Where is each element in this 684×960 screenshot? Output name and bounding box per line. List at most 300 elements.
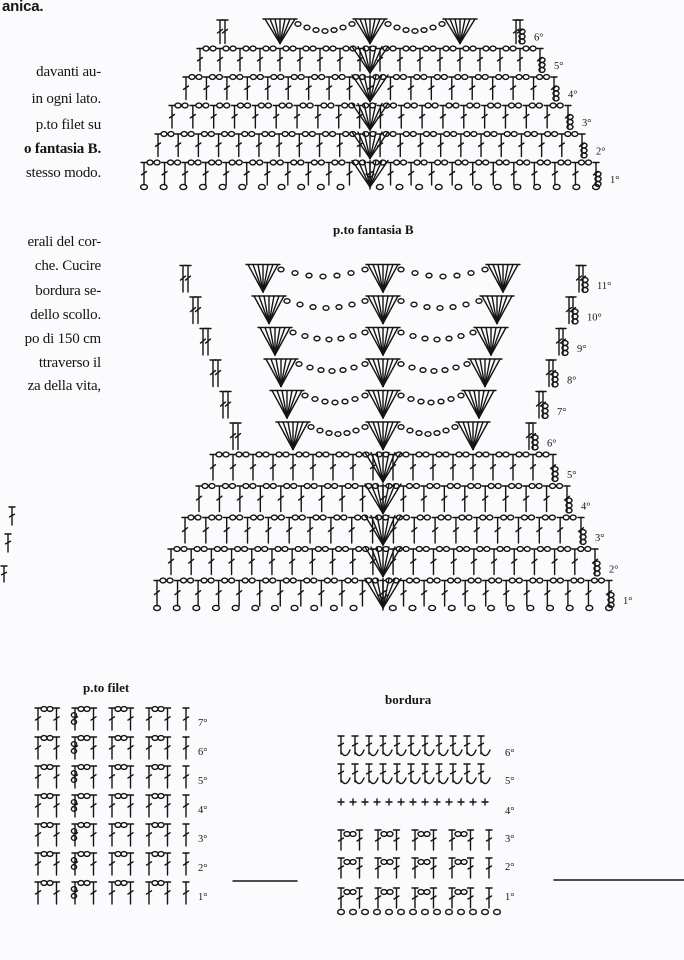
chain-stitch <box>319 75 325 80</box>
chain-stitch <box>523 452 529 457</box>
chain-stitch <box>565 547 571 552</box>
double-crochet <box>306 77 312 100</box>
chain-stitch <box>343 452 349 457</box>
chain-stitch <box>483 452 489 457</box>
chain-stitch <box>537 578 543 583</box>
chain-stitch <box>401 160 407 165</box>
chain-stitch <box>455 184 462 189</box>
chain-stitch <box>432 103 438 108</box>
double-crochet <box>165 766 171 788</box>
double-crochet <box>366 764 372 782</box>
loop-stitch <box>481 778 490 784</box>
double-crochet <box>449 858 455 878</box>
chain-stitch <box>317 184 324 189</box>
chain-stitch <box>489 578 495 583</box>
double-crochet <box>461 106 467 129</box>
double-crochet <box>109 882 115 904</box>
double-crochet <box>35 853 41 875</box>
chain-stitch <box>488 605 495 610</box>
double-crochet <box>478 134 484 157</box>
chain-stitch <box>84 707 90 712</box>
chain-stitch <box>216 75 222 80</box>
double-crochet <box>225 392 231 419</box>
chain-stitch <box>565 132 571 137</box>
double-crochet <box>165 737 171 759</box>
chain-stitch <box>476 452 482 457</box>
chain-stitch <box>295 22 301 27</box>
double-crochet <box>237 486 243 512</box>
chain-stitch <box>322 399 328 404</box>
chain-stitch <box>434 431 440 436</box>
chain-stitch <box>296 362 302 367</box>
chain-stitch <box>483 160 489 165</box>
chain-stitch <box>219 184 226 189</box>
chain-stitch <box>403 452 409 457</box>
chain-stitch <box>47 794 53 799</box>
chain-stitch <box>441 75 447 80</box>
double-crochet <box>518 134 524 157</box>
chain-stitch <box>515 103 521 108</box>
chain-stitch <box>209 484 215 489</box>
chain-stitch <box>461 890 467 895</box>
double-crochet <box>339 581 345 607</box>
fan-stitch <box>376 391 383 419</box>
chain-stitch <box>222 578 228 583</box>
double-crochet <box>394 764 400 782</box>
chain-stitch <box>410 909 417 914</box>
chain-stitch <box>47 881 53 886</box>
double-crochet <box>91 708 97 730</box>
double-crochet <box>128 853 134 875</box>
double-crochet <box>162 163 168 186</box>
double-crochet <box>468 888 474 908</box>
double-crochet <box>182 163 188 186</box>
chain-stitch <box>71 865 76 870</box>
chain-stitch <box>591 578 597 583</box>
double-crochet <box>417 134 423 157</box>
double-crochet <box>128 708 134 730</box>
double-crochet <box>146 795 152 817</box>
chain-stitch <box>398 425 404 430</box>
chain-stitch <box>41 852 47 857</box>
chain-stitch <box>468 578 474 583</box>
chain-stitch <box>437 306 443 311</box>
chain-stitch <box>318 160 324 165</box>
double-crochet <box>175 134 181 157</box>
chain-stitch <box>494 184 501 189</box>
double-crochet <box>264 163 270 186</box>
chain-stitch <box>250 160 256 165</box>
chain-stitch <box>507 605 514 610</box>
double-crochet <box>375 830 381 850</box>
loop-stitch <box>453 750 462 756</box>
chain-stitch <box>470 909 477 914</box>
chain-stitch <box>189 75 195 80</box>
double-crochet <box>298 581 304 607</box>
double-crochet <box>289 549 295 575</box>
row-label: 7° <box>557 407 567 418</box>
chain-stitch <box>497 547 503 552</box>
text-fragment: po di 150 cm <box>24 331 101 347</box>
double-crochet <box>210 360 216 387</box>
double-crochet <box>517 20 523 44</box>
chain-stitch <box>324 578 330 583</box>
chain-stitch <box>488 103 494 108</box>
chain-stitch <box>352 397 358 402</box>
fan-stitch <box>280 391 287 419</box>
double-crochet <box>72 882 78 904</box>
double-crochet <box>146 824 152 846</box>
chain-stitch <box>245 103 251 108</box>
chain-stitch <box>350 909 357 914</box>
chain-stitch <box>238 103 244 108</box>
chain-stitch <box>409 365 415 370</box>
double-crochet <box>257 49 263 72</box>
chain-stitch <box>290 330 296 335</box>
chain-stitch <box>194 547 200 552</box>
row-label: 3° <box>582 118 592 129</box>
fan-stitch <box>472 391 479 419</box>
double-crochet <box>338 764 344 782</box>
chain-stitch <box>398 330 404 335</box>
chain-stitch <box>537 547 543 552</box>
double-crochet <box>490 455 496 481</box>
double-crochet <box>436 764 442 782</box>
text-fragment: erali del cor- <box>27 234 101 250</box>
single-crochet <box>398 799 404 805</box>
chain-stitch <box>491 132 497 137</box>
chain-stitch <box>446 103 452 108</box>
chain-stitch <box>188 578 194 583</box>
row-label: 5° <box>567 470 577 481</box>
chain-stitch <box>196 103 202 108</box>
chain-stitch <box>509 578 515 583</box>
row-label: 1° <box>623 596 633 607</box>
chain-stitch <box>284 299 290 304</box>
row-label: 6° <box>505 748 515 759</box>
chain-stitch <box>425 103 431 108</box>
chain-stitch <box>167 578 173 583</box>
chain-stitch <box>418 890 424 895</box>
chain-stitch <box>450 46 456 51</box>
chain-stitch <box>496 160 502 165</box>
chain-stitch <box>454 273 460 278</box>
chain-stitch <box>438 399 444 404</box>
row-label: 3° <box>595 533 605 544</box>
chain-stitch <box>412 271 418 276</box>
double-crochet <box>412 858 418 878</box>
double-crochet <box>216 134 222 157</box>
double-crochet <box>183 737 189 759</box>
chain-stitch <box>362 330 368 335</box>
chain-stitch <box>517 160 523 165</box>
chain-stitch <box>292 271 298 276</box>
chain-stitch <box>475 578 481 583</box>
chain-stitch <box>350 832 356 837</box>
chain-stitch <box>362 393 368 398</box>
chain-stitch <box>516 452 522 457</box>
chain-stitch <box>578 547 584 552</box>
chain-stitch <box>216 160 222 165</box>
double-crochet <box>469 77 475 100</box>
chain-stitch <box>524 132 530 137</box>
chain-stitch <box>428 400 434 405</box>
chain-stitch <box>316 452 322 457</box>
chain-stitch <box>543 452 549 457</box>
double-crochet <box>462 581 468 607</box>
chain-stitch <box>277 160 283 165</box>
double-crochet <box>337 49 343 72</box>
row-label: 4° <box>568 89 578 101</box>
row-label: 6° <box>547 438 557 450</box>
chain-stitch <box>237 515 243 520</box>
chain-stitch <box>356 547 362 552</box>
chain-stitch <box>490 46 496 51</box>
chart-bordura <box>338 736 515 915</box>
chain-stitch <box>236 452 242 457</box>
double-crochet <box>183 766 189 788</box>
chain-stitch <box>403 547 409 552</box>
chain-stitch <box>181 578 187 583</box>
chain-stitch <box>442 160 448 165</box>
double-crochet <box>315 106 321 129</box>
chain-stitch <box>484 547 490 552</box>
double-crochet <box>277 49 283 72</box>
chain-stitch <box>403 28 409 33</box>
chain-stitch <box>403 515 409 520</box>
chain-stitch <box>78 765 84 770</box>
chain-stitch <box>586 605 593 610</box>
chain-stitch <box>439 22 445 27</box>
chain-stitch <box>558 547 564 552</box>
chain-stitch <box>386 909 393 914</box>
chain-stitch <box>328 103 334 108</box>
double-crochet <box>128 766 134 788</box>
double-crochet <box>185 266 191 293</box>
double-crochet <box>223 163 229 186</box>
chain-stitch <box>158 881 164 886</box>
chain-stitch <box>222 484 228 489</box>
chain-stitch <box>417 515 423 520</box>
chain-stitch <box>41 736 47 741</box>
chain-stitch <box>229 484 235 489</box>
double-crochet <box>54 737 60 759</box>
chain-stitch <box>201 547 207 552</box>
chain-stitch <box>421 75 427 80</box>
double-crochet <box>91 766 97 788</box>
chain-stitch <box>84 881 90 886</box>
text-fragment: stesso modo. <box>25 165 101 181</box>
chain-stitch <box>295 547 301 552</box>
double-crochet <box>195 134 201 157</box>
row-label: 4° <box>505 806 515 817</box>
chain-stitch <box>168 160 174 165</box>
double-crochet <box>410 455 416 481</box>
chain-stitch <box>387 890 393 895</box>
chain-stitch <box>300 103 306 108</box>
fan-stitch <box>363 19 370 44</box>
double-crochet <box>449 888 455 908</box>
double-crochet <box>290 455 296 481</box>
chain-stitch <box>278 184 285 189</box>
double-crochet <box>232 106 238 129</box>
chain-stitch <box>542 515 548 520</box>
double-crochet <box>109 795 115 817</box>
chain-stitch <box>209 160 215 165</box>
chain-stitch <box>310 46 316 51</box>
row-label: 2° <box>609 564 619 576</box>
chain-stitch <box>442 368 448 373</box>
chain-stitch <box>529 103 535 108</box>
text-fragment: anica. <box>2 0 44 15</box>
double-crochet <box>502 106 508 129</box>
fan-stitch <box>286 422 293 450</box>
double-crochet <box>495 518 501 544</box>
double-crochet <box>431 858 437 878</box>
double-crochet <box>35 882 41 904</box>
chain-stitch <box>214 547 220 552</box>
chain-stitch <box>298 160 304 165</box>
chain-stitch <box>456 452 462 457</box>
chain-stitch <box>362 267 368 272</box>
chain-stitch <box>71 807 76 812</box>
chain-stitch <box>381 860 387 865</box>
row-label: 6° <box>534 32 544 44</box>
chain-stitch <box>270 160 276 165</box>
double-crochet <box>296 134 302 157</box>
chain-stitch <box>78 794 84 799</box>
chain-stitch <box>345 578 351 583</box>
chain-stitch <box>504 132 510 137</box>
chain-stitch <box>283 578 289 583</box>
double-crochet <box>35 766 41 788</box>
fan-stitch <box>273 19 280 44</box>
chain-stitch <box>423 547 429 552</box>
chain-stitch <box>398 267 404 272</box>
chain-stitch <box>78 707 84 712</box>
chain-stitch <box>529 484 535 489</box>
chain-stitch <box>195 515 201 520</box>
chain-stitch <box>453 103 459 108</box>
double-crochet <box>165 853 171 875</box>
row-label: 6° <box>198 747 208 758</box>
chain-stitch <box>475 184 482 189</box>
chain-stitch <box>322 547 328 552</box>
chain-stitch <box>230 46 236 51</box>
chain-stitch <box>78 823 84 828</box>
double-crochet <box>431 888 437 908</box>
chain-stitch <box>237 75 243 80</box>
chain-stitch <box>406 484 412 489</box>
chain-stitch <box>385 22 391 27</box>
chain-stitch <box>335 432 341 437</box>
single-crochet <box>434 799 440 805</box>
double-crochet <box>9 507 15 525</box>
chain-stitch <box>304 578 310 583</box>
double-crochet <box>523 106 529 129</box>
chain-stitch <box>271 75 277 80</box>
chain-stitch <box>394 25 400 30</box>
chain-stitch <box>446 336 452 341</box>
double-crochet <box>338 888 344 908</box>
chain-stitch <box>524 547 530 552</box>
double-crochet <box>352 764 358 782</box>
chain-stitch <box>352 578 358 583</box>
chain-stitch <box>323 132 329 137</box>
chain-stitch <box>344 431 350 436</box>
chain-stitch <box>307 365 313 370</box>
single-crochet <box>458 799 464 805</box>
double-crochet <box>421 581 427 607</box>
chain-stitch <box>468 271 474 276</box>
chain-stitch <box>47 823 53 828</box>
chain-stitch <box>355 515 361 520</box>
double-crochet <box>245 518 251 544</box>
chain-stitch <box>84 794 90 799</box>
chain-stitch <box>410 46 416 51</box>
chain-stitch <box>308 425 314 430</box>
single-crochet <box>410 799 416 805</box>
double-crochet <box>237 49 243 72</box>
double-crochet <box>450 455 456 481</box>
double-crochet <box>394 830 400 850</box>
chain-stitch <box>517 547 523 552</box>
chain-stitch <box>278 75 284 80</box>
chain-stitch <box>160 184 167 189</box>
chain-stitch <box>350 860 356 865</box>
double-crochet <box>544 486 550 512</box>
chain-stitch <box>279 103 285 108</box>
chain-stitch <box>210 46 216 51</box>
chain-stitch <box>421 160 427 165</box>
single-crochet <box>386 799 392 805</box>
double-crochet <box>524 581 530 607</box>
chain-stitch <box>443 547 449 552</box>
chain-stitch <box>421 28 427 33</box>
chain-stitch <box>243 452 249 457</box>
row-label: 5° <box>554 61 564 72</box>
double-crochet <box>203 163 209 186</box>
loop-stitch <box>369 778 378 784</box>
chain-stitch <box>343 46 349 51</box>
chain-stitch <box>298 75 304 80</box>
chain-stitch <box>422 909 429 914</box>
double-crochet <box>330 455 336 481</box>
double-crochet <box>183 853 189 875</box>
chain-stitch <box>71 836 76 841</box>
loop-stitch <box>341 750 350 756</box>
double-crochet <box>169 106 175 129</box>
chain-stitch <box>344 832 350 837</box>
chain-stitch <box>457 547 463 552</box>
chain-stitch <box>115 852 121 857</box>
chain-stitch <box>430 46 436 51</box>
chain-stitch <box>121 736 127 741</box>
double-crochet <box>380 764 386 782</box>
text-fragment: za della vita, <box>27 378 101 394</box>
chain-stitch <box>458 909 465 914</box>
double-crochet <box>462 486 468 512</box>
chain-stitch <box>334 273 340 278</box>
chain-stitch <box>435 184 442 189</box>
double-crochet <box>326 77 332 100</box>
double-crochet <box>394 858 400 878</box>
chain-stitch <box>488 484 494 489</box>
double-crochet <box>422 764 428 782</box>
chain-stitch <box>115 736 121 741</box>
chain-stitch <box>115 794 121 799</box>
chain-stitch <box>475 75 481 80</box>
